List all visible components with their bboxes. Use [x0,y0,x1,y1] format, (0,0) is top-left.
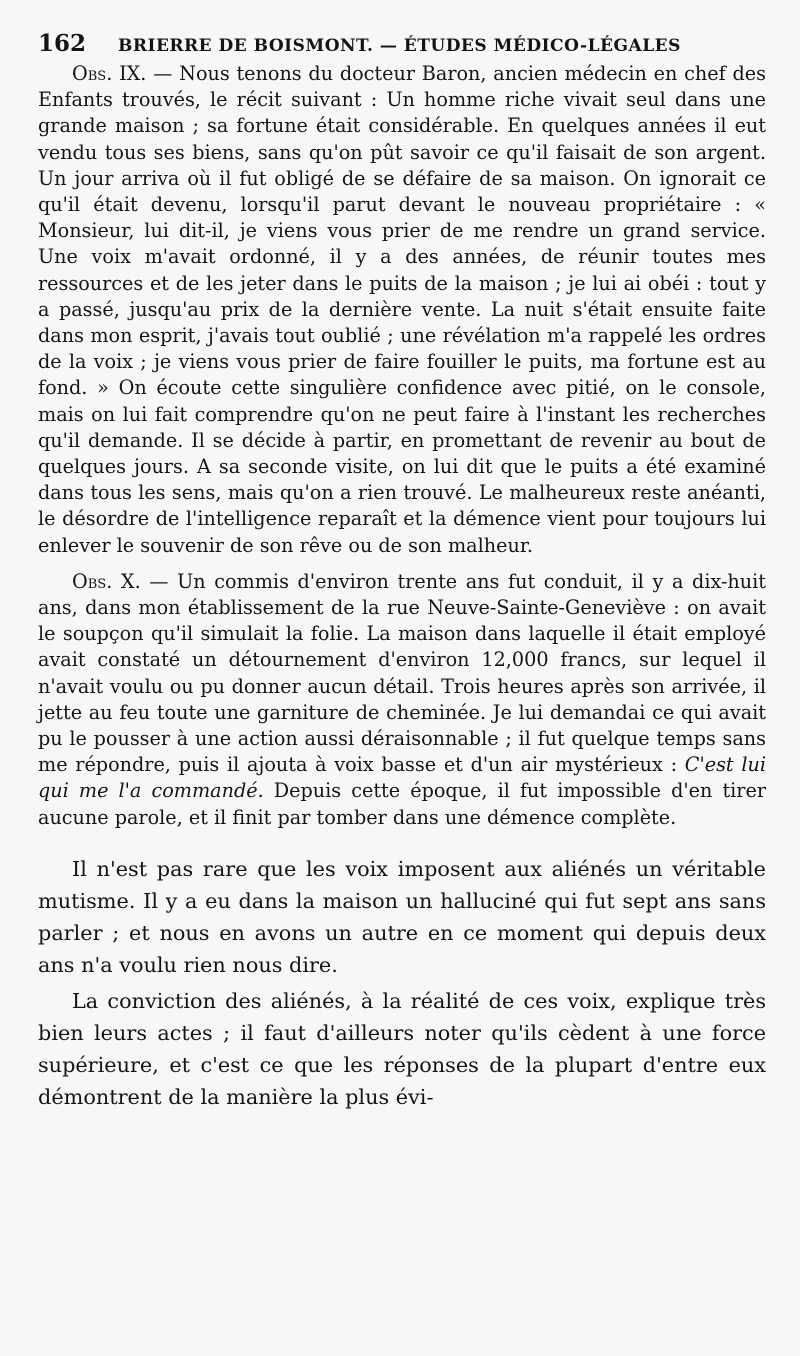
observation-x-quote: C'est lui qui me l'a commandé. [38,753,766,803]
observation-ix [38,61,766,559]
body-paragraph-conviction-text: La conviction des aliénés, à la réalité de ces voix, explique très bien leurs actes ; il faut d'ailleurs noter qu'ils cèdent à une force supérieure, et c'est ce que les réponses de la plupart d'entre eux démontrent de la manière la plus évi- [38,988,766,1109]
running-head: BRIERRE DE BOISMONT. — ÉTUDES MÉDICO-LÉGALES [118,36,681,56]
body-paragraph-conviction [38,985,766,1113]
observation-x-text: — Un commis d'environ trente ans fut conduit, il y a dix-huit ans, dans mon établissement de la rue Neuve-Sainte-Geneviève : on avait le soupçon qu'il simulait la folie. La maison dans laquelle il était employé avait constaté un détournement d'environ 12,000 francs, sur lequel il n'avait voulu ou pu donner aucun détail. Trois heures après son arrivée, il jette au feu toute une garniture de cheminée. Je lui demandai ce qui avait pu le pousser à une action aussi déraisonnable ; il fut quelque temps sans me répondre, puis il ajouta à voix basse et d'un air mystérieux : [38,569,766,777]
observation-x-conclusion: Depuis cette époque, il fut impossible d'en tirer aucune parole, et il finit par tomber dans une démence complète. [38,779,766,829]
body-paragraph-mutism-text: Il n'est pas rare que les voix imposent aux aliénés un véritable mutisme. Il y a eu dans la maison un halluciné qui fut sept ans sans parler ; et nous en avons un autre en ce moment qui depuis deux ans n'a voulu rien nous dire. [38,856,766,977]
observation-x-label: Obs. X. [72,569,141,593]
observation-ix-label: Obs. IX. [72,62,147,85]
body-paragraph-mutism [38,853,766,981]
observation-x [38,569,766,831]
observation-ix-text: — Nous tenons du docteur Baron, ancien médecin en chef des Enfants trouvés, le récit suivant : Un homme riche vivait seul dans une grande maison ; sa fortune était considérable. En quelques années il eut vendu tous ses biens, sans qu'on pût savoir ce qu'il faisait de son argent. Un jour arriva où il fut obligé de se défaire de sa maison. On ignorait ce qu'il était devenu, lorsqu'il parut devant le nouveau propriétaire : « Monsieur, lui dit-il, je viens vous prier de me rendre un grand service. Une voix m'avait ordonné, il y a des années, de réunir toutes mes ressources et de les jeter dans le puits de la maison ; je lui ai obéi : tout y a passé, jusqu'au prix de la dernière vente. La nuit s'était ensuite faite dans mon esprit, j'avais tout oublié ; une révélation m'a rappelé les ordres de la voix ; je viens vous prier de faire fouiller le puits, ma fortune est au fond. » On écoute cette singulière confidence avec pitié, on le console, mais on lui fait comprendre qu'on ne peut faire à l'instant les recherches qu'il demande. Il se décide à partir, en promettant de revenir au bout de quelques jours. A sa seconde visite, on lui dit que le puits a été examiné dans tous les sens, mais qu'on a rien trouvé. Le malheureux reste anéanti, le désordre de l'intelligence reparaît et la démence vient pour toujours lui enlever le souvenir de son rêve ou de son malheur. [38,62,766,557]
page-number: 162 [38,30,87,57]
page-header [38,30,766,57]
